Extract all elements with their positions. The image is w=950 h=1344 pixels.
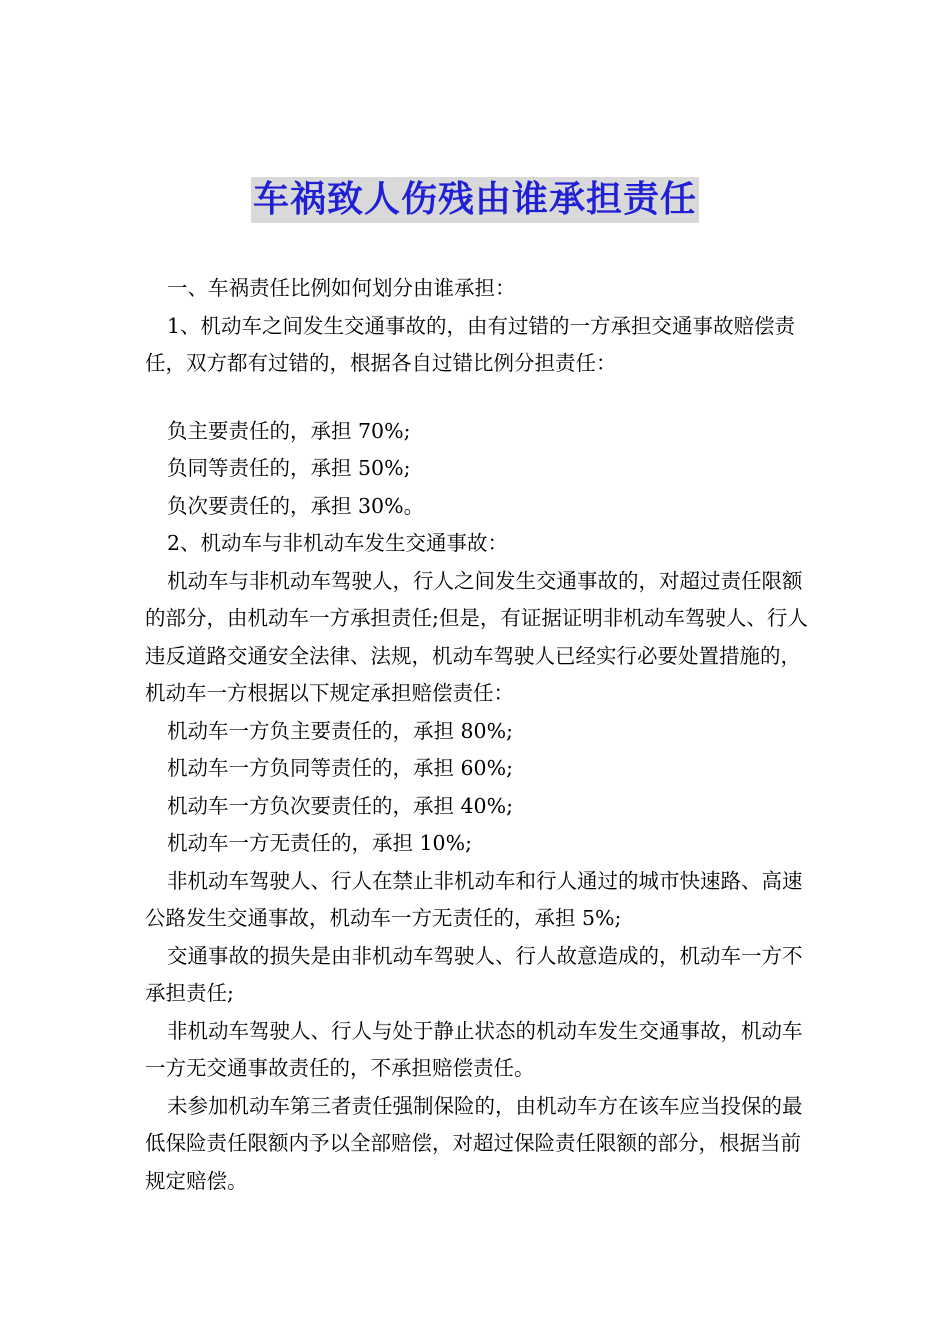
paragraph-insurance: 未参加机动车第三者责任强制保险的，由机动车方在该车应当投保的最低保险责任限额内予以全部赔偿，对超过保险责任限额的部分，根据当前规定赔偿。 [145, 1093, 803, 1193]
section-heading-2: 2、机动车与非机动车发生交通事故： [167, 531, 509, 555]
section-heading-1: 一、车祸责任比例如何划分由谁承担： [167, 276, 516, 300]
list-item-primary-70: 负主要责任的，承担 70%; [167, 418, 411, 443]
list-item-secondary-40: 机动车一方负次要责任的，承担 40%; [167, 793, 513, 818]
document-title: 车祸致人伤残由谁承担责任 [251, 177, 699, 223]
paragraph-stationary: 非机动车驾驶人、行人与处于静止状态的机动车发生交通事故，机动车一方无交通事故责任的，不承担赔偿责任。 [145, 1018, 803, 1080]
list-item-equal-50: 负同等责任的，承担 50%; [167, 456, 411, 480]
paragraph-motor-vehicles: 1、机动车之间发生交通事故的，由有过错的一方承担交通事故赔偿责任，双方都有过错的，根据各自过错比例分担责任： [145, 313, 796, 375]
paragraph-intentional: 交通事故的损失是由非机动车驾驶人、行人故意造成的，机动车一方不承担责任; [145, 943, 803, 1005]
list-item-equal-60: 机动车一方负同等责任的，承担 60%; [167, 756, 513, 780]
paragraph-expressway-5: 非机动车驾驶人、行人在禁止非机动车和行人通过的城市快速路、高速公路发生交通事故，机动车一方无责任的，承担 5%; [145, 868, 803, 930]
paragraph-non-motor: 机动车与非机动车驾驶人，行人之间发生交通事故的，对超过责任限额的部分，由机动车一方承担责任;但是，有证据证明非机动车驾驶人、行人违反道路交通安全法律、法规，机动车驾驶人已经实行必要处置措施的，机动车一方根据以下规定承担赔偿责任： [145, 568, 808, 705]
list-item-primary-80: 机动车一方负主要责任的，承担 80%; [167, 718, 513, 743]
title-container [0, 177, 950, 223]
document-body [145, 270, 810, 1200]
list-item-none-10: 机动车一方无责任的，承担 10%; [167, 831, 472, 855]
list-item-secondary-30: 负次要责任的，承担 30%。 [167, 493, 425, 518]
